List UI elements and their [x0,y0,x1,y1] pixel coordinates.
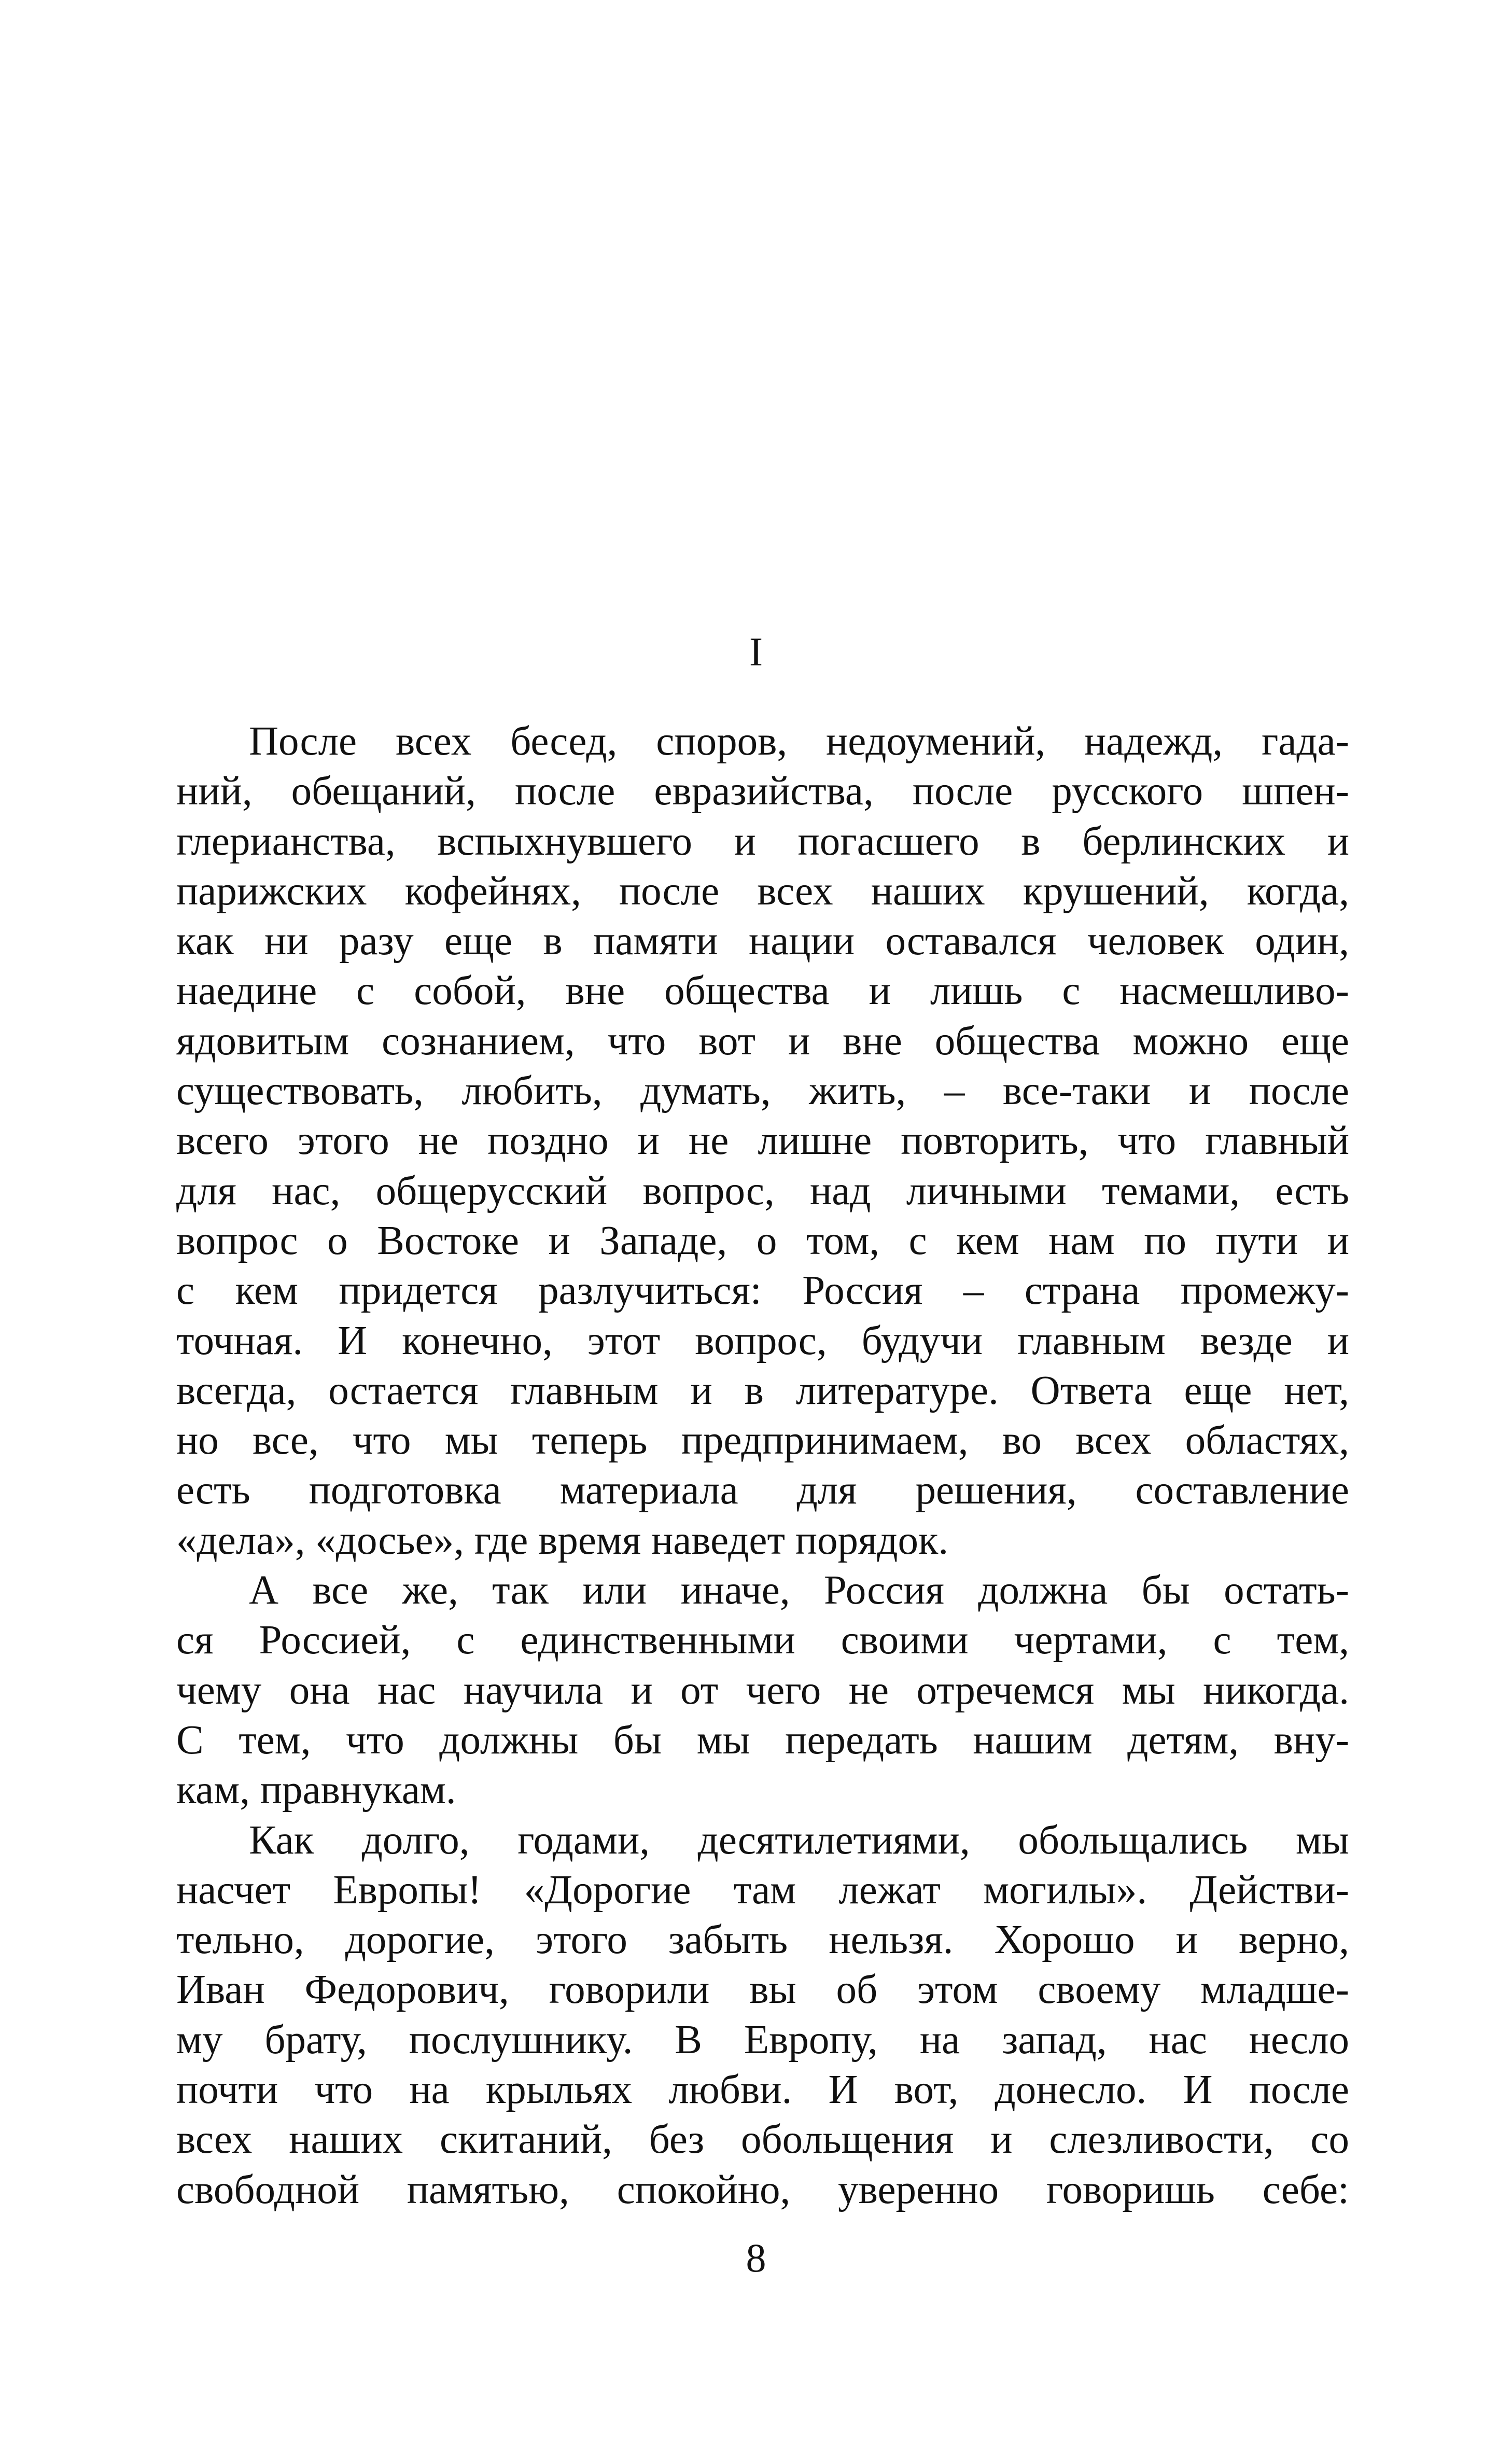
text-line: После всех бесед, споров, недоумений, надежд, гада- [249,719,1349,764]
paragraph [176,1566,1349,1815]
text-line: существовать, любить, думать, жить, – все-таки и после [176,1068,1349,1114]
text-line: ядовитым сознанием, что вот и вне общества можно еще [176,1018,1349,1064]
paragraph [176,1816,1349,2215]
text-line: А все же, так или иначе, Россия должна бы остать- [249,1568,1349,1613]
text-line: «дела», «досье», где время наведет порядок. [176,1517,949,1563]
text-line: ний, обещаний, после евразийства, после русского шпен- [176,769,1349,814]
text-line: глерианства, вспыхнувшего и погасшего в берлинских и [176,818,1349,864]
body-text [176,717,1349,2215]
text-line: тельно, дорогие, этого забыть нельзя. Хорошо и верно, [176,1917,1349,1963]
text-line: свободной памятью, спокойно, уверенно говоришь себе: [176,2167,1349,2212]
text-line: му брату, послушнику. В Европу, на запад, нас несло [176,2017,1349,2063]
text-line: наедине с собой, вне общества и лишь с насмешливо- [176,968,1349,1014]
text-line: парижских кофейнях, после всех наших крушений, когда, [176,868,1349,914]
text-line: есть подготовка материала для решения, составление [176,1468,1349,1513]
text-line: Иван Федорович, говорили вы об этом своему младше- [176,1967,1349,2013]
text-line: ся Россией, с единственными своими чертами, с тем, [176,1618,1349,1663]
text-line: всего этого не поздно и не лишне повторить, что главный [176,1118,1349,1164]
text-line: но все, что мы теперь предпринимаем, во всех областях, [176,1418,1349,1464]
text-line: Как долго, годами, десятилетиями, обольщались мы [249,1817,1349,1863]
text-line: вопрос о Востоке и Западе, о том, с кем нам по пути и [176,1218,1349,1263]
text-line: всех наших скитаний, без обольщения и слезливости, со [176,2117,1349,2163]
text-line: как ни разу еще в памяти нации оставался человек один, [176,918,1349,964]
text-line: всегда, остается главным и в литературе. Ответа еще нет, [176,1368,1349,1413]
paragraph [176,717,1349,1566]
text-line: С тем, что должны бы мы передать нашим детям, вну- [176,1717,1349,1763]
text-line: кам, правнукам. [176,1767,456,1813]
text-line: с кем придется разлучиться: Россия – страна промежу- [176,1268,1349,1314]
text-line: чему она нас научила и от чего не отречемся мы никогда. [176,1667,1349,1713]
text-line: точная. И конечно, этот вопрос, будучи главным везде и [176,1318,1349,1363]
page-number: 8 [746,2235,766,2280]
text-line: для нас, общерусский вопрос, над личными темами, есть [176,1168,1349,1214]
text-line: насчет Европы! «Дорогие там лежат могилы». Действи- [176,1867,1349,1913]
text-line: почти что на крыльях любви. И вот, донесло. И после [176,2067,1349,2113]
chapter-heading: I [749,629,763,674]
